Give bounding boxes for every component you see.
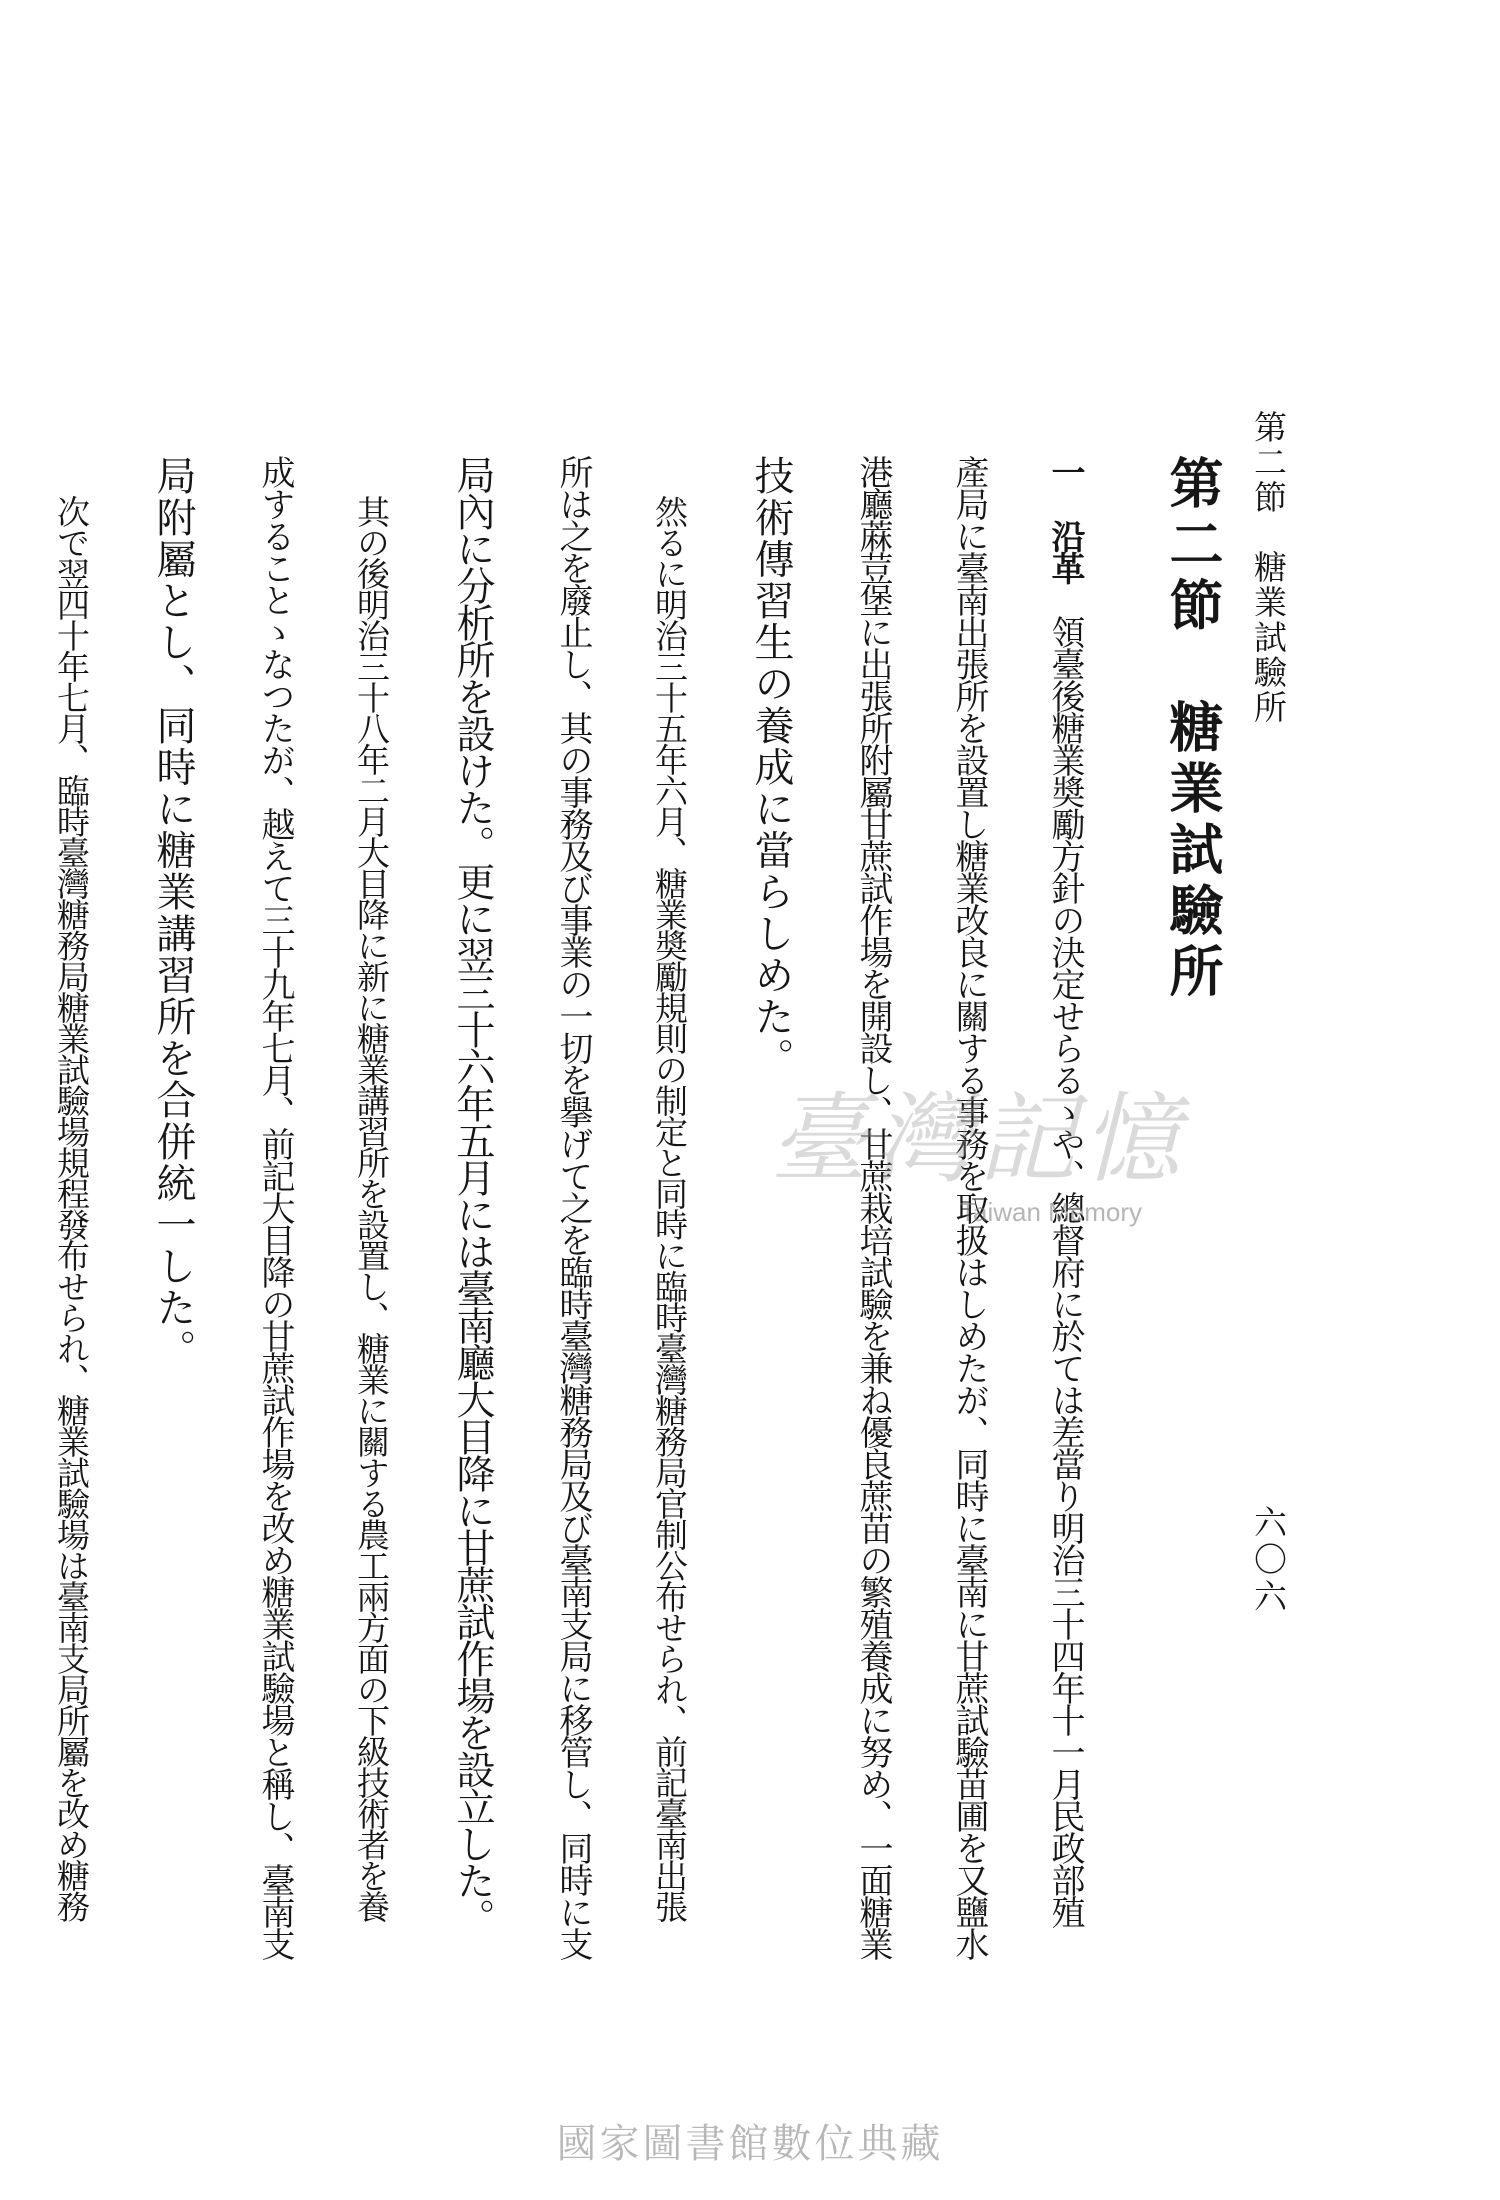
- text-column: 所は之を廢止し、其の事務及び事業の一切を擧げて之を臨時臺灣糖務局及び臺南支局に移管し、同時に支: [553, 455, 593, 1959]
- column-text: 領臺後糖業奬勵方針の決定せらるゝや、總督府に於ては差當り明治三十四年十一月民政部殖: [1045, 615, 1085, 1927]
- watermark-subtitle: Taiwan Memory: [960, 1197, 1143, 1227]
- text-column: 產局に臺南出張所を設置し糖業改良に關する事務を取扱はしめたが、同時に臺南に甘蔗試驗苗圃を又鹽水: [949, 455, 989, 1959]
- page-number: 六〇六: [1249, 1505, 1288, 1616]
- watermark-logo-text: 臺灣記憶: [770, 1083, 1187, 1197]
- text-column: 成することゝなつたが、越えて三十九年七月、前記大目降の甘蔗試作場を改め糖業試驗場と稱し、臺南支: [255, 455, 295, 1959]
- text-column: 其の後明治三十八年二月大目降に新に糖業講習所を設置し、糖業に關する農工兩方面の下級技術者を養: [352, 495, 391, 1921]
- text-column: [1034, 455, 1096, 1965]
- text-column: 次で翌四十年七月、臨時臺灣糖務局糖業試驗場規程發布せられ、糖業試驗場は臺南支局所屬を改め糖務: [52, 495, 91, 1921]
- text-column: [0, 455, 6, 1965]
- running-head: 第二節 糖業試驗所: [1249, 410, 1288, 725]
- body-text: [0, 455, 1130, 1965]
- heading-mark: 一 沿革: [1045, 455, 1085, 615]
- text-column: 然るに明治三十五年六月、糖業奬勵規則の制定と同時に臨時臺灣糖務局官制公布せられ、前記臺南出張: [650, 495, 689, 1921]
- text-column: 局附屬とし、同時に糖業講習所を合併統一した。: [150, 455, 196, 1371]
- footer-credit: 國家圖書館數位典藏: [556, 2121, 944, 2167]
- section-title: 第二節 糖業試驗所: [1161, 455, 1225, 1004]
- text-column: 局內に分析所を設けた。更に翌三十六年五月には臺南廳大目降に甘蔗試作場を設立した。: [450, 455, 495, 1935]
- text-column: 港廳蔴荳堡に出張所附屬甘蔗試作場を開設し、甘蔗栽培試驗を兼ね優良蔗苗の繁殖養成に努め、一面糖業: [853, 455, 893, 1959]
- text-column: 技術傳習生の養成に當らしめた。: [748, 455, 794, 1079]
